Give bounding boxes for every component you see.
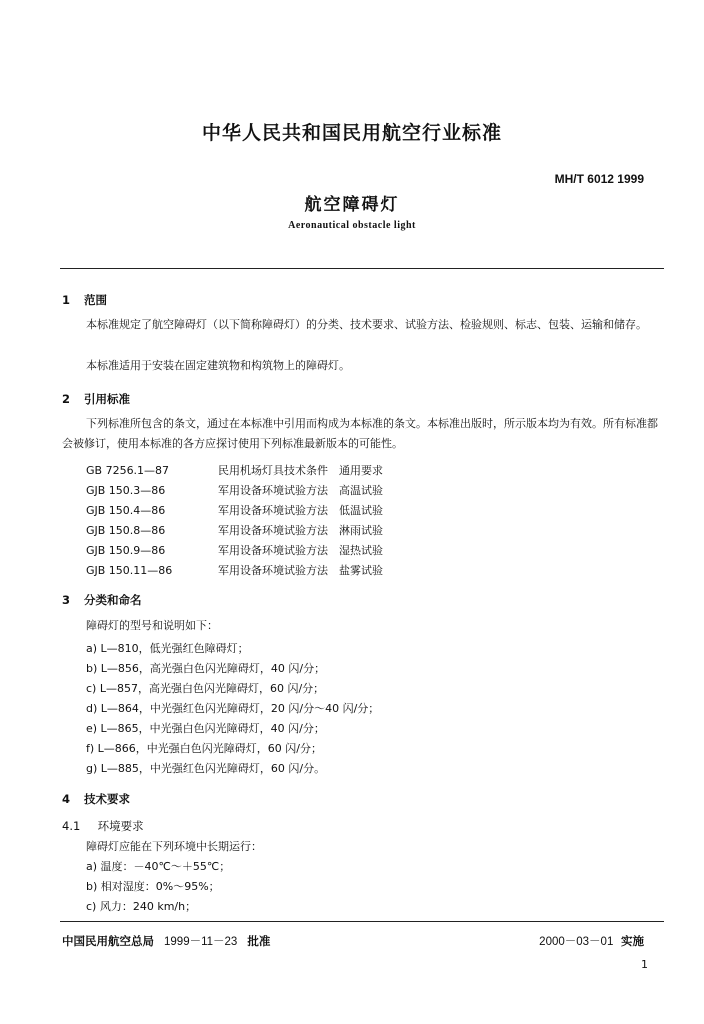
- reference-item: [86, 502, 383, 518]
- issuer-name: 中国民用航空总局: [62, 934, 154, 948]
- section-1-paragraph-1: 本标准规定了航空障碍灯（以下简称障碍灯）的分类、技术要求、试验方法、检验规则、标志、包装、运输和储存。: [86, 318, 647, 331]
- reference-code: GJB 150.3—86: [86, 484, 166, 497]
- section-1-paragraph-2: 本标准适用于安装在固定建筑物和构筑物上的障碍灯。: [86, 359, 350, 372]
- reference-name: 民用机场灯具技术条件 通用要求: [218, 464, 383, 477]
- subsection-title: 环境要求: [97, 819, 144, 833]
- list-item: e) L—865，中光强白色闪光障碍灯，40 闪/分；: [86, 722, 325, 735]
- section-number: 2: [62, 392, 71, 406]
- page-number: 1: [641, 958, 648, 971]
- reference-item: [86, 562, 383, 578]
- list-item: g) L—885，中光强红色闪光障碍灯，60 闪/分。: [86, 762, 326, 775]
- section-4-heading: [62, 791, 130, 807]
- reference-name: 军用设备环境试验方法 盐雾试验: [218, 564, 383, 577]
- subsection-4-1-intro: 障碍灯应能在下列环境中长期运行：: [86, 840, 262, 853]
- section-1-heading: [62, 292, 107, 308]
- approval-date: 1999－11－23: [164, 936, 238, 948]
- section-title: 引用标准: [84, 392, 131, 406]
- section-number: 4: [62, 792, 71, 806]
- standard-header-title: 中华人民共和国民用航空行业标准: [201, 122, 502, 144]
- section-number: 1: [62, 293, 71, 307]
- reference-code: GJB 150.11—86: [86, 564, 173, 577]
- section-title: 技术要求: [84, 792, 131, 806]
- list-item: f) L—866，中光强白色闪光障碍灯，60 闪/分；: [86, 742, 322, 755]
- bottom-divider: [60, 921, 664, 922]
- reference-code: GJB 150.4—86: [86, 504, 166, 517]
- implementation-date: 2000－03－01: [539, 936, 614, 948]
- reference-name: 军用设备环境试验方法 高温试验: [218, 484, 383, 497]
- reference-name: 军用设备环境试验方法 湿热试验: [218, 544, 383, 557]
- reference-code: GB 7256.1—87: [86, 464, 170, 477]
- document-subtitle-english: Aeronautical obstacle light: [288, 220, 416, 231]
- reference-item: [86, 522, 383, 538]
- list-item: c) L—857，高光强白色闪光障碍灯，60 闪/分；: [86, 682, 325, 695]
- list-item: a) 温度：－40℃～＋55℃；: [86, 860, 231, 873]
- subsection-4-1-heading: [62, 818, 144, 834]
- list-item: b) 相对湿度：0%～95%；: [86, 880, 220, 893]
- section-2-heading: [62, 391, 130, 407]
- section-3-intro: 障碍灯的型号和说明如下：: [86, 619, 218, 632]
- approval-label: 批准: [247, 934, 271, 948]
- reference-item: [86, 542, 383, 558]
- section-3-heading: [62, 592, 142, 608]
- reference-name: 军用设备环境试验方法 低温试验: [218, 504, 383, 517]
- document-title: 航空障碍灯: [304, 195, 400, 215]
- subsection-number: 4.1: [62, 819, 81, 833]
- footer-issuer-approval: [62, 933, 270, 949]
- reference-item: [86, 462, 383, 478]
- implementation-label: 实施: [621, 934, 644, 948]
- footer-implementation: [539, 933, 644, 949]
- reference-code: GJB 150.8—86: [86, 524, 166, 537]
- list-item: c) 风力：240 km/h；: [86, 900, 197, 913]
- section-title: 范围: [84, 293, 108, 307]
- reference-code: GJB 150.9—86: [86, 544, 166, 557]
- reference-item: [86, 482, 383, 498]
- list-item: d) L—864，中光强红色闪光障碍灯，20 闪/分～40 闪/分；: [86, 702, 380, 715]
- list-item: b) L—856，高光强白色闪光障碍灯，40 闪/分；: [86, 662, 326, 675]
- section-title: 分类和命名: [84, 593, 142, 607]
- reference-name: 军用设备环境试验方法 淋雨试验: [218, 524, 383, 537]
- section-number: 3: [62, 593, 71, 607]
- standard-code: MH/T 6012 1999: [554, 172, 644, 186]
- section-2-paragraph-1: 下列标准所包含的条文，通过在本标准中引用而构成为本标准的条文。本标准出版时，所示版本均为有效。所有标准都会被修订，使用本标准的各方应探讨使用下列标准最新版本的可能性。: [62, 417, 658, 450]
- list-item: a) L—810，低光强红色障碍灯；: [86, 642, 249, 655]
- top-divider: [60, 268, 664, 269]
